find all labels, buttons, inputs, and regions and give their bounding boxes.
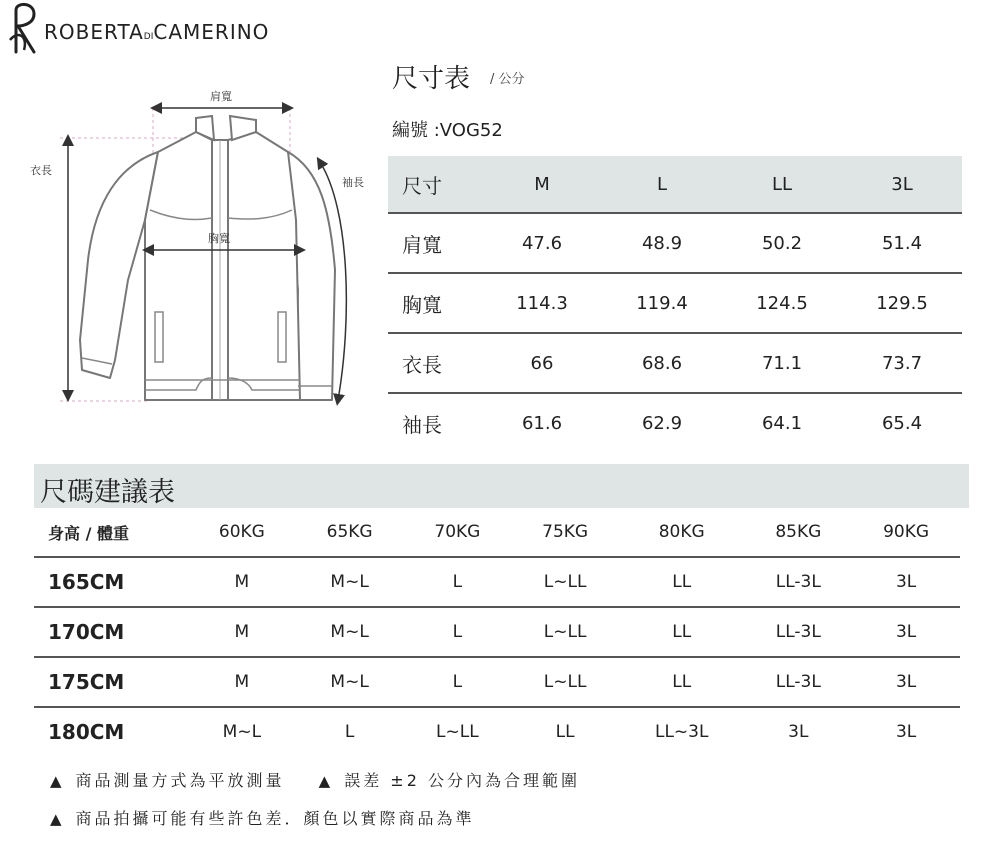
triangle-icon: ▲ [50,810,62,828]
sleeve-length-label: 袖長 [342,176,364,189]
table-row [34,707,960,756]
triangle-icon: ▲ [50,772,62,790]
weight-column-header: 70KG [434,522,481,542]
measurement-cell: 50.2 [761,232,803,254]
jacket-illustration [0,60,380,430]
chest-width-label: 胸寬 [208,232,230,245]
recommended-size-cell: 3L [895,722,917,742]
measurement-cell: 114.3 [516,292,568,314]
recommended-size-cell: LL~3L [654,722,709,742]
size-column-header: LL [722,156,842,213]
weight-column-header: 身高 / 體重 [48,523,129,543]
recommended-size-cell: L~LL [543,622,587,642]
recommended-size-cell: M~L [330,622,369,642]
unit-label: / 公分 [490,72,525,87]
measurement-cell: 129.5 [876,292,928,314]
size-chart-title: 尺寸表 [392,64,471,94]
brand-name: ROBERTADICAMERINO [44,20,270,44]
jacket-diagram [0,60,380,430]
recommended-size-cell: L [452,672,463,692]
height-label: 180CM [48,720,125,744]
size-column-header: M [482,156,602,213]
height-label: 170CM [48,620,125,644]
size-table [388,156,962,452]
recommendation-title: 尺碼建議表 [40,477,175,508]
measurement-cell: 62.9 [641,412,683,434]
recommended-size-cell: L~LL [543,672,587,692]
recommended-size-cell: LL [672,672,692,692]
weight-column-header: 85KG [775,522,822,542]
recommended-size-cell: L~LL [436,722,479,742]
measurement-cell: 68.6 [641,352,683,374]
note-line-1 [50,768,580,791]
model-number: 編號 :VOG52 [392,120,503,141]
recommended-size-cell: 3L [895,622,917,642]
recommended-size-cell: M~L [330,572,369,592]
weight-column-header: 80KG [658,522,705,542]
size-table-header [388,156,962,213]
size-column-header: 尺寸 [388,156,482,213]
recommended-size-cell: LL [672,572,692,592]
shoulder-width-label: 肩寬 [210,90,232,103]
recommended-size-cell: 3L [895,672,917,692]
measurement-cell: 48.9 [641,232,683,254]
weight-column-header: 90KG [883,522,930,542]
table-row [388,393,962,452]
measurement-cell: 51.4 [881,232,923,254]
table-row [388,333,962,393]
table-row [34,657,960,707]
recommended-size-cell: LL [672,622,692,642]
recommended-size-cell: L [452,572,463,592]
recommended-size-cell: 3L [895,572,917,592]
note-line-2 [50,806,475,829]
recommended-size-cell: 3L [788,722,809,742]
recommended-size-cell: M [234,672,250,692]
height-label: 175CM [48,670,125,694]
recommended-size-cell: LL-3L [775,672,821,692]
table-row [388,213,962,273]
measurement-cell: 124.5 [756,292,808,314]
row-label: 胸寬 [402,292,442,317]
recommendation-table [34,508,960,756]
measurement-cell: 71.1 [761,352,803,374]
recommended-size-cell: L [452,622,463,642]
size-column-header: L [602,156,722,213]
triangle-icon: ▲ [318,772,331,790]
measurement-cell: 47.6 [521,232,563,254]
measurement-cell: 64.1 [761,412,803,434]
measurement-cell: 66 [530,352,554,374]
height-label: 165CM [48,570,125,594]
note-tolerance: 誤差 ±2 公分內為合理範圍 [344,771,580,790]
brand-r-icon [4,0,44,60]
measurement-cell: 119.4 [636,292,688,314]
note-color: 商品拍攝可能有些許色差．顏色以實際商品為準 [75,809,475,828]
recommended-size-cell: M [234,572,250,592]
measurement-cell: 73.7 [881,352,923,374]
table-row [34,557,960,607]
size-column-header: 3L [842,156,962,213]
recommended-size-cell: M~L [330,672,369,692]
recommended-size-cell: L~LL [543,572,587,592]
table-row [34,607,960,657]
row-label: 衣長 [402,352,442,377]
recommendation-table-header [34,508,960,557]
recommended-size-cell: M [234,622,250,642]
weight-column-header: 60KG [218,522,265,542]
body-length-label: 衣長 [30,164,52,177]
recommended-size-cell: L [344,722,355,742]
recommended-size-cell: M~L [222,722,262,742]
weight-column-header: 65KG [326,522,373,542]
measurement-cell: 65.4 [881,412,923,434]
weight-column-header: 75KG [542,522,589,542]
brand-logo [0,0,320,60]
table-row [388,273,962,333]
row-label: 袖長 [402,412,442,437]
recommended-size-cell: LL [555,722,575,742]
recommended-size-cell: LL-3L [775,572,821,592]
note-measure: 商品測量方式為平放測量 [75,771,285,790]
recommended-size-cell: LL-3L [775,622,821,642]
measurement-cell: 61.6 [521,412,563,434]
row-label: 肩寬 [402,232,442,257]
